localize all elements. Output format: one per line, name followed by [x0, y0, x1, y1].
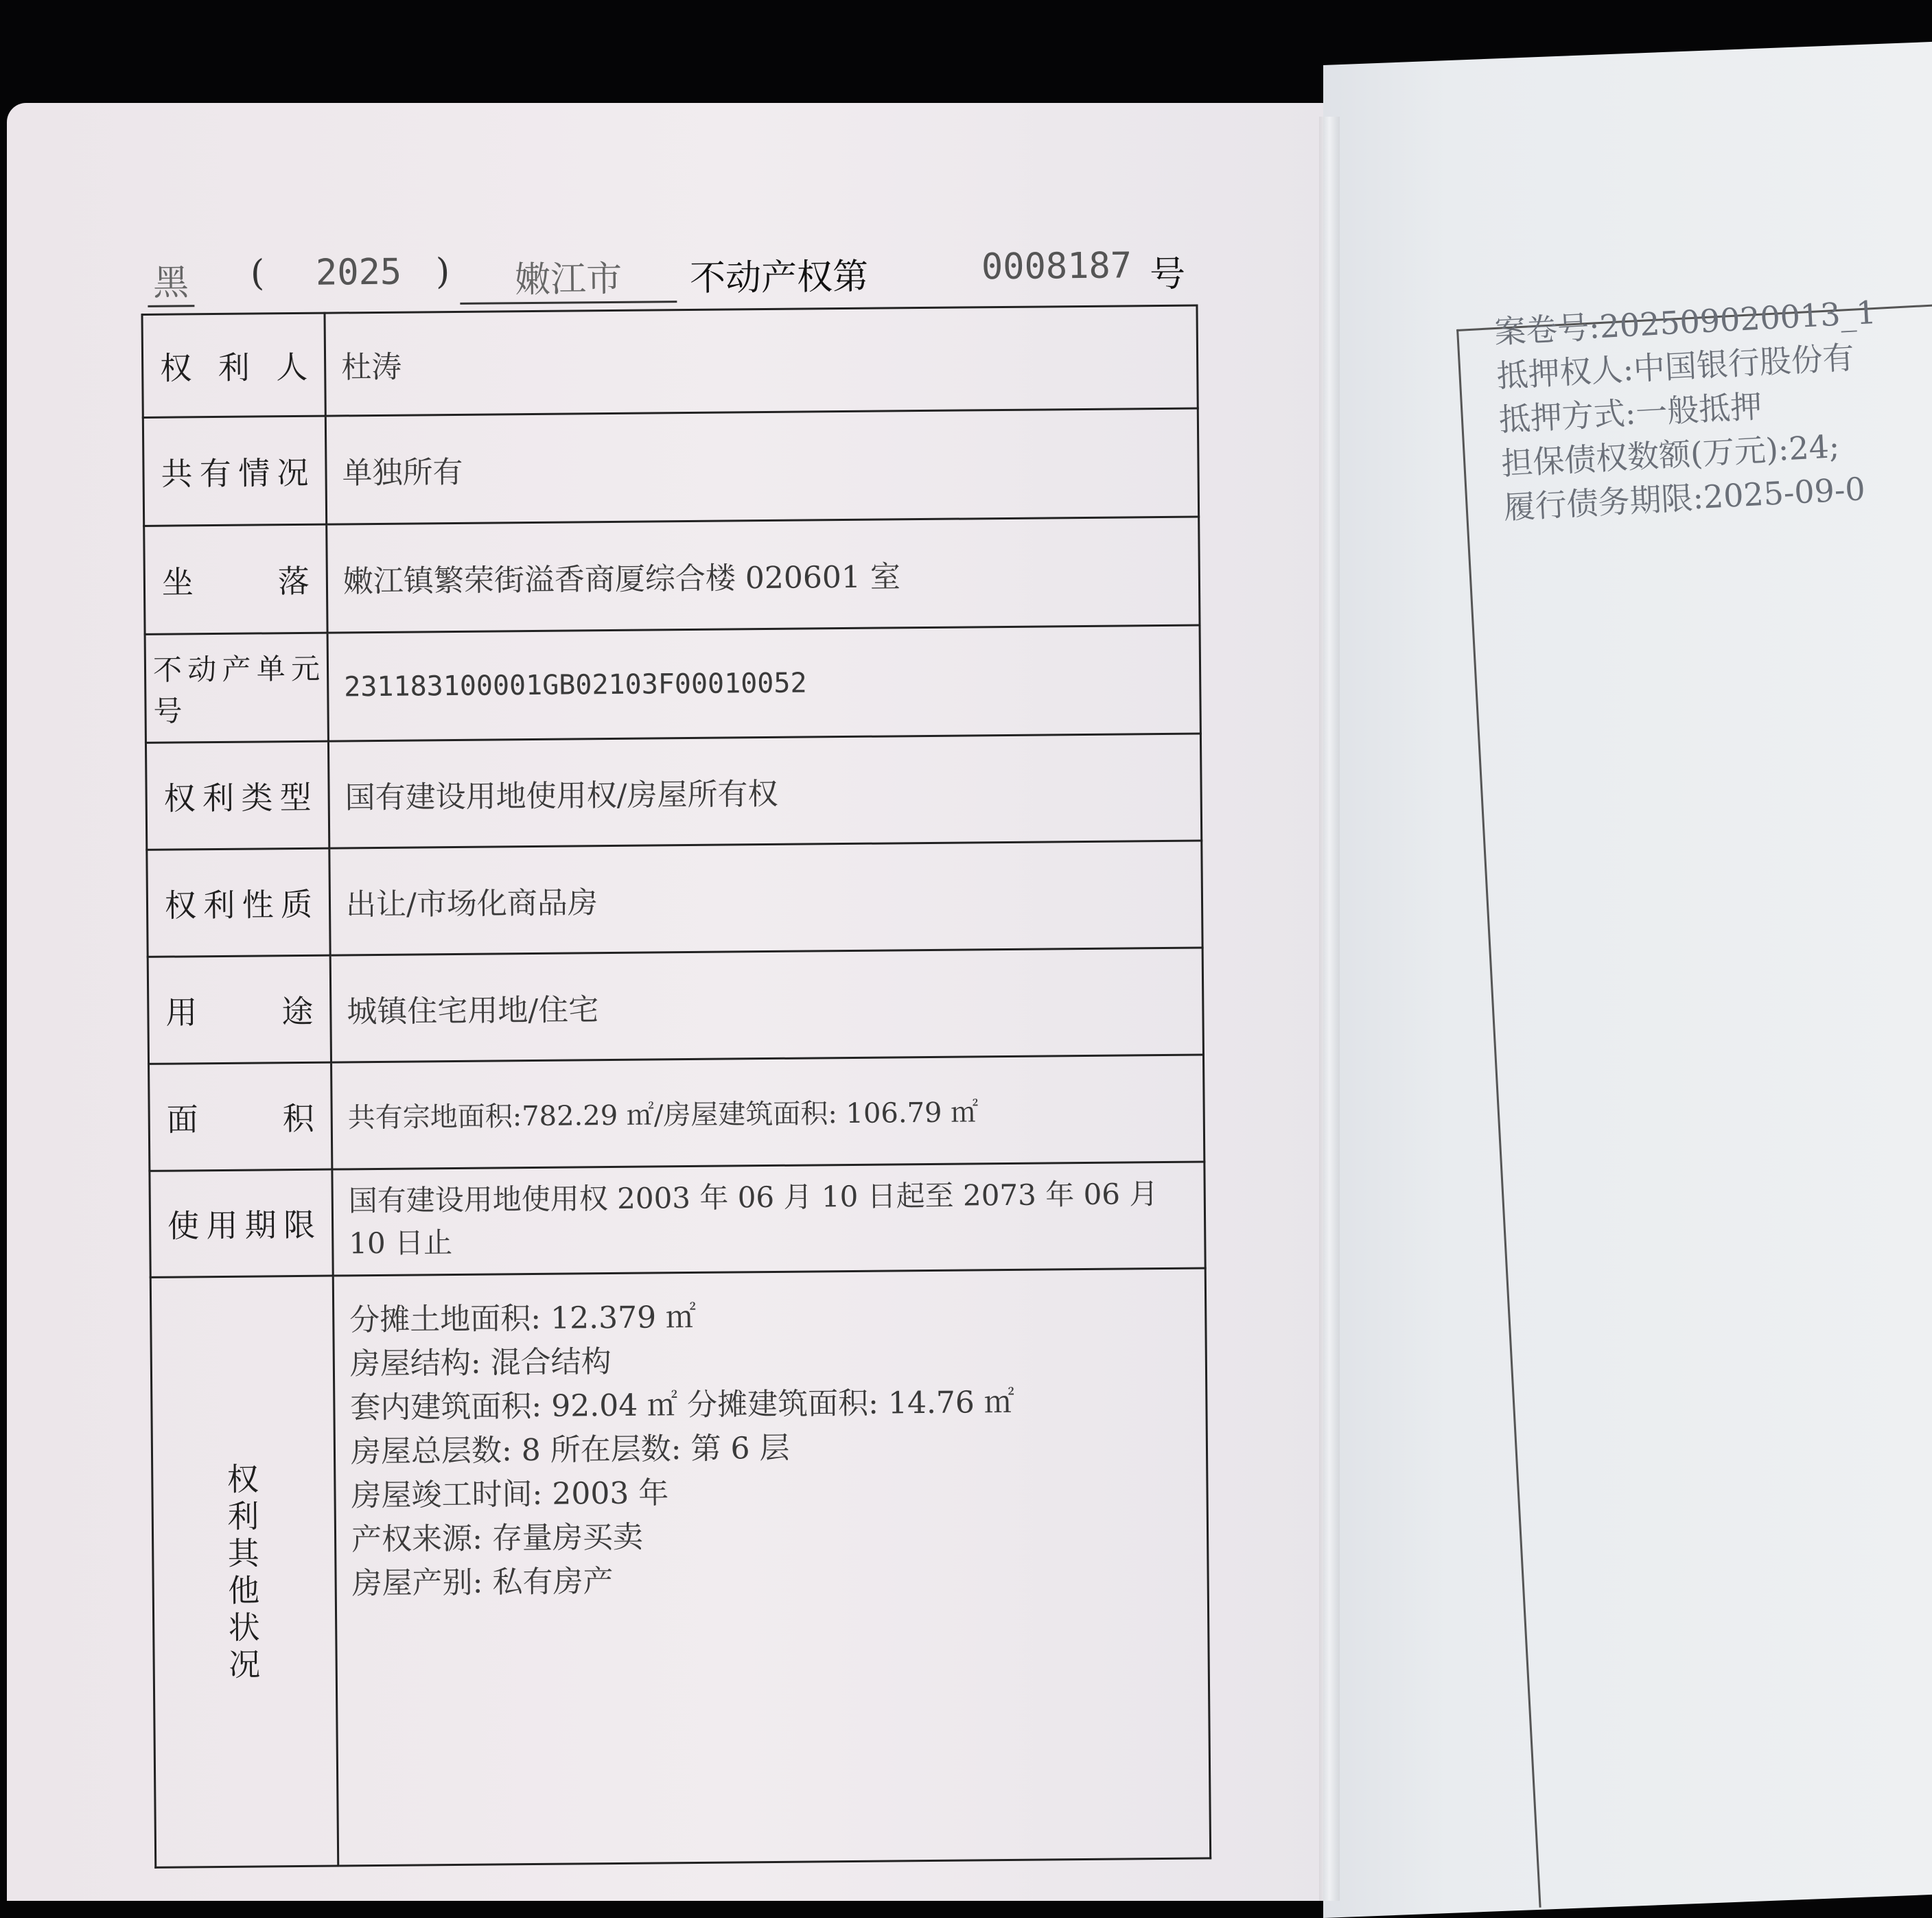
- location-label: 坐落: [144, 524, 327, 634]
- certificate-year: 2025: [315, 251, 402, 294]
- other-line: 房屋产别: 私有房产: [351, 1564, 614, 1602]
- other-value-cell: [333, 1268, 1210, 1866]
- mortgage-info: [1493, 290, 1887, 530]
- mortgage-line: 案卷号:202509020013_1: [1493, 293, 1878, 351]
- holder-value: 杜涛: [325, 305, 1198, 416]
- other-line: 套内建筑面积: 92.04 ㎡ 分摊建筑面积: 14.76 ㎡: [350, 1384, 1015, 1426]
- other-details: [349, 1270, 1192, 1606]
- usage-value: 城镇住宅用地/住宅: [330, 948, 1203, 1062]
- term-label: 使用期限: [150, 1169, 333, 1277]
- other-line: 房屋总层数: 8 所在层数: 第 6 层: [350, 1430, 790, 1470]
- table-row-co-ownership: [143, 408, 1198, 526]
- right-nature-value: 出让/市场化商品房: [329, 841, 1202, 955]
- usage-label: 用途: [148, 955, 331, 1064]
- close-paren: ): [435, 251, 450, 293]
- certificate-type: 不动产权第: [689, 256, 869, 299]
- table-row-term: [150, 1162, 1205, 1277]
- other-line: 房屋结构: 混合结构: [349, 1344, 612, 1382]
- other-line: 房屋竣工时间: 2003 年: [351, 1475, 669, 1514]
- province-abbr: 黑: [148, 253, 195, 307]
- term-value: 国有建设用地使用权 2003 年 06 月 10 日起至 2073 年 06 月 10 日止: [332, 1162, 1205, 1276]
- right-nature-label: 权利性质: [147, 848, 330, 957]
- book-fold: [1319, 117, 1340, 1901]
- number-suffix: 号: [1149, 253, 1186, 296]
- table-row-unit-number: [145, 625, 1200, 742]
- table-row-right-nature: [147, 841, 1202, 957]
- mortgage-line: 抵押方式:一般抵押: [1498, 387, 1763, 438]
- area-label: 面积: [149, 1062, 332, 1171]
- table-row-holder: [142, 305, 1198, 417]
- table-row-location: [144, 517, 1200, 634]
- table-row-other: [150, 1268, 1210, 1867]
- certificate-table: [141, 305, 1211, 1869]
- mortgage-line: 担保债权数额(万元):24;: [1500, 428, 1841, 482]
- right-type-value: 国有建设用地使用权/房屋所有权: [328, 734, 1201, 848]
- other-line: 分摊土地面积: 12.379 ㎡: [349, 1299, 697, 1338]
- mortgage-box: [1456, 303, 1932, 1908]
- other-line: 产权来源: 存量房买卖: [351, 1519, 644, 1558]
- mortgage-line: 履行债务期限:2025-09-0: [1502, 470, 1866, 526]
- table-row-right-type: [146, 734, 1201, 850]
- unit-number-label: 不动产单元号: [145, 633, 328, 742]
- area-value: 共有宗地面积:782.29 ㎡/房屋建筑面积: 106.79 ㎡: [331, 1055, 1204, 1169]
- other-label: 权利其他状况: [226, 1460, 262, 1683]
- holder-label: 权利人: [142, 313, 325, 417]
- location-value: 嫩江镇繁荣街溢香商厦综合楼 020601 室: [327, 517, 1200, 633]
- open-paren: (: [250, 253, 265, 294]
- right-type-label: 权利类型: [146, 741, 329, 850]
- other-label-cell: [150, 1276, 338, 1867]
- city-name: 嫩江市: [460, 249, 677, 305]
- table-row-usage: [148, 948, 1203, 1064]
- certificate-number: 0008187: [981, 245, 1132, 288]
- certificate-header: [148, 244, 1205, 315]
- co-ownership-value: 单独所有: [325, 408, 1198, 524]
- right-page-content: [1455, 276, 1932, 1878]
- mortgage-line: 抵押权人:中国银行股份有: [1495, 338, 1855, 395]
- table-row-area: [149, 1055, 1204, 1171]
- unit-number-value: 231183100001GB02103F00010052: [327, 625, 1200, 741]
- co-ownership-label: 共有情况: [143, 416, 326, 526]
